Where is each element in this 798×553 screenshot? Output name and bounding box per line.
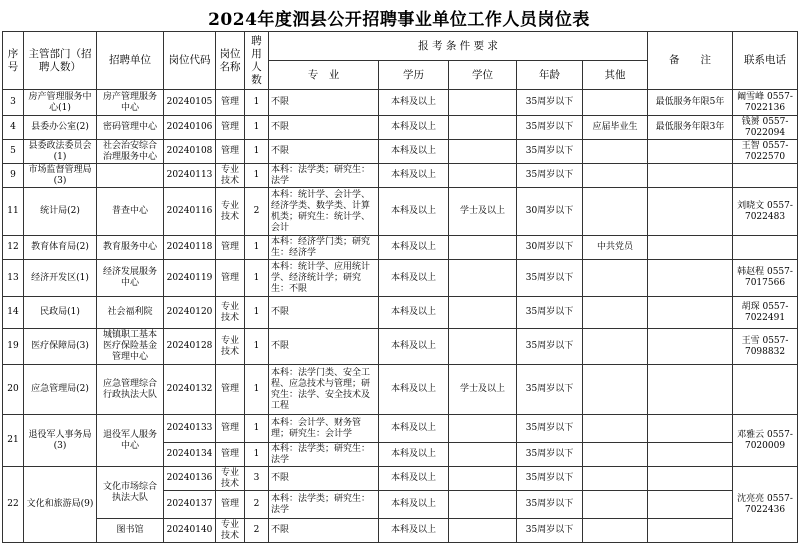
dept-cell: 房产管理服务中心(1) <box>24 90 97 116</box>
edu-cell: 本科及以上 <box>379 365 449 415</box>
major-cell: 不限 <box>269 297 379 329</box>
seq-cell: 5 <box>3 140 24 164</box>
degree-cell: 学士及以上 <box>449 188 517 236</box>
dept-cell: 应急管理局(2) <box>24 365 97 415</box>
other-cell: 中共党员 <box>583 236 648 260</box>
header-num: 聘用人数 <box>245 32 269 90</box>
major-cell: 不限 <box>269 329 379 365</box>
post-cell: 管理 <box>216 415 245 443</box>
edu-cell: 本科及以上 <box>379 329 449 365</box>
degree-cell <box>449 116 517 140</box>
other-cell <box>583 467 648 491</box>
table-row <box>3 297 798 329</box>
seq-cell: 14 <box>3 297 24 329</box>
age-cell: 35周岁以下 <box>517 365 583 415</box>
dept-cell: 市场监督管理局(3) <box>24 164 97 188</box>
num-cell: 2 <box>245 491 269 519</box>
post-cell: 管理 <box>216 365 245 415</box>
phone-cell: 刘晓文 0557-7022483 <box>733 188 798 236</box>
major-cell: 本科：法学类；研究生：法学 <box>269 443 379 467</box>
table-row <box>3 116 798 140</box>
major-cell: 本科：法学类；研究生：法学 <box>269 164 379 188</box>
major-cell: 不限 <box>269 467 379 491</box>
table-row <box>3 188 798 236</box>
age-cell: 35周岁以下 <box>517 90 583 116</box>
edu-cell: 本科及以上 <box>379 519 449 543</box>
code-cell: 20240128 <box>164 329 216 365</box>
degree-cell: 学士及以上 <box>449 365 517 415</box>
post-cell: 管理 <box>216 116 245 140</box>
unit-cell: 应急管理综合行政执法大队 <box>97 365 164 415</box>
table-row <box>3 140 798 164</box>
age-cell: 30周岁以下 <box>517 188 583 236</box>
post-cell: 专业技术 <box>216 467 245 491</box>
code-cell: 20240113 <box>164 164 216 188</box>
code-cell: 20240106 <box>164 116 216 140</box>
note-cell <box>648 467 733 491</box>
phone-cell: 钱赟 0557-7022094 <box>733 116 798 140</box>
age-cell: 35周岁以下 <box>517 415 583 443</box>
header-major: 专 业 <box>269 61 379 90</box>
note-cell: 最低服务年限5年 <box>648 90 733 116</box>
age-cell: 30周岁以下 <box>517 236 583 260</box>
dept-cell: 经济开发区(1) <box>24 260 97 297</box>
unit-cell: 图书馆 <box>97 519 164 543</box>
edu-cell: 本科及以上 <box>379 491 449 519</box>
positions-table <box>2 31 798 543</box>
unit-cell: 城镇职工基本医疗保险基金管理中心 <box>97 329 164 365</box>
major-cell: 本科：会计学、财务管理；研究生：会计学 <box>269 415 379 443</box>
edu-cell: 本科及以上 <box>379 260 449 297</box>
code-cell: 20240140 <box>164 519 216 543</box>
age-cell: 35周岁以下 <box>517 140 583 164</box>
num-cell: 2 <box>245 519 269 543</box>
num-cell: 1 <box>245 164 269 188</box>
num-cell: 1 <box>245 260 269 297</box>
age-cell: 35周岁以下 <box>517 467 583 491</box>
major-cell: 不限 <box>269 116 379 140</box>
major-cell: 本科：统计学、应用统计学、经济统计学；研究生：不限 <box>269 260 379 297</box>
degree-cell <box>449 260 517 297</box>
dept-cell: 文化和旅游局(9) <box>24 467 97 543</box>
other-cell: 应届毕业生 <box>583 116 648 140</box>
table-row <box>3 260 798 297</box>
seq-cell: 20 <box>3 365 24 415</box>
seq-cell: 11 <box>3 188 24 236</box>
note-cell <box>648 297 733 329</box>
phone-cell: 阚雪峰 0557-7022136 <box>733 90 798 116</box>
note-cell <box>648 260 733 297</box>
major-cell: 本科：法学门类、安全工程、应急技术与管理；研究生：法学、安全技术及工程 <box>269 365 379 415</box>
unit-cell: 教育服务中心 <box>97 236 164 260</box>
num-cell: 2 <box>245 188 269 236</box>
num-cell: 1 <box>245 365 269 415</box>
degree-cell <box>449 329 517 365</box>
note-cell <box>648 188 733 236</box>
post-cell: 专业技术 <box>216 164 245 188</box>
header-phone: 联系电话 <box>733 32 798 90</box>
table-row <box>3 236 798 260</box>
seq-cell: 4 <box>3 116 24 140</box>
note-cell: 最低服务年限3年 <box>648 116 733 140</box>
code-cell: 20240105 <box>164 90 216 116</box>
other-cell <box>583 491 648 519</box>
phone-cell: 王雪 0557-7098832 <box>733 329 798 365</box>
other-cell <box>583 365 648 415</box>
seq-cell: 19 <box>3 329 24 365</box>
unit-cell: 社会福利院 <box>97 297 164 329</box>
seq-cell: 22 <box>3 467 24 543</box>
post-cell: 管理 <box>216 443 245 467</box>
code-cell: 20240118 <box>164 236 216 260</box>
unit-cell: 密码管理中心 <box>97 116 164 140</box>
page-title: 2024年度泗县公开招聘事业单位工作人员岗位表 <box>208 10 590 30</box>
num-cell: 1 <box>245 329 269 365</box>
header-dept: 主管部门（招聘人数） <box>24 32 97 90</box>
num-cell: 1 <box>245 415 269 443</box>
code-cell: 20240133 <box>164 415 216 443</box>
header-code: 岗位代码 <box>164 32 216 90</box>
age-cell: 35周岁以下 <box>517 443 583 467</box>
header-post: 岗位名称 <box>216 32 245 90</box>
dept-cell: 教育体育局(2) <box>24 236 97 260</box>
major-cell: 本科：统计学、会计学、经济学类、数学类、计算机类；研究生：统计学、会计 <box>269 188 379 236</box>
age-cell: 35周岁以下 <box>517 329 583 365</box>
header-edu: 学历 <box>379 61 449 90</box>
age-cell: 35周岁以下 <box>517 260 583 297</box>
degree-cell <box>449 90 517 116</box>
post-cell: 专业技术 <box>216 519 245 543</box>
num-cell: 1 <box>245 297 269 329</box>
major-cell: 本科：经济学门类；研究生：经济学 <box>269 236 379 260</box>
dept-cell: 退役军人事务局(3) <box>24 415 97 467</box>
code-cell: 20240136 <box>164 467 216 491</box>
note-cell <box>648 329 733 365</box>
table-row <box>3 365 798 415</box>
table-row <box>3 519 798 543</box>
degree-cell <box>449 140 517 164</box>
post-cell: 管理 <box>216 236 245 260</box>
header-row-1 <box>3 32 798 61</box>
code-cell: 20240134 <box>164 443 216 467</box>
num-cell: 1 <box>245 443 269 467</box>
phone-cell: 胡琛 0557-7022491 <box>733 297 798 329</box>
other-cell <box>583 415 648 443</box>
code-cell: 20240116 <box>164 188 216 236</box>
edu-cell: 本科及以上 <box>379 443 449 467</box>
other-cell <box>583 443 648 467</box>
degree-cell <box>449 236 517 260</box>
phone-cell: 王智 0557-7022570 <box>733 140 798 164</box>
phone-cell: 沈亮亮 0557-7022436 <box>733 467 798 543</box>
degree-cell <box>449 491 517 519</box>
note-cell <box>648 519 733 543</box>
edu-cell: 本科及以上 <box>379 188 449 236</box>
unit-cell <box>97 164 164 188</box>
age-cell: 35周岁以下 <box>517 519 583 543</box>
table-row <box>3 415 798 443</box>
unit-cell: 文化市场综合执法大队 <box>97 467 164 519</box>
phone-cell <box>733 164 798 188</box>
degree-cell <box>449 467 517 491</box>
dept-cell: 医疗保障局(3) <box>24 329 97 365</box>
unit-cell: 房产管理服务中心 <box>97 90 164 116</box>
table-row <box>3 164 798 188</box>
degree-cell <box>449 443 517 467</box>
edu-cell: 本科及以上 <box>379 164 449 188</box>
code-cell: 20240120 <box>164 297 216 329</box>
seq-cell: 3 <box>3 90 24 116</box>
num-cell: 3 <box>245 467 269 491</box>
edu-cell: 本科及以上 <box>379 236 449 260</box>
code-cell: 20240119 <box>164 260 216 297</box>
code-cell: 20240132 <box>164 365 216 415</box>
seq-cell: 13 <box>3 260 24 297</box>
table-row <box>3 329 798 365</box>
seq-cell: 21 <box>3 415 24 467</box>
num-cell: 1 <box>245 90 269 116</box>
dept-cell: 县委政法委员会(1) <box>24 140 97 164</box>
header-unit: 招聘单位 <box>97 32 164 90</box>
table-row <box>3 467 798 491</box>
other-cell <box>583 188 648 236</box>
age-cell: 35周岁以下 <box>517 116 583 140</box>
phone-cell <box>733 365 798 415</box>
header-requirements: 报 考 条 件 要 求 <box>269 32 648 61</box>
post-cell: 专业技术 <box>216 329 245 365</box>
phone-cell: 韩赵程 0557-7017566 <box>733 260 798 297</box>
phone-cell: 邓雅云 0557-7020009 <box>733 415 798 467</box>
age-cell: 35周岁以下 <box>517 164 583 188</box>
major-cell: 不限 <box>269 519 379 543</box>
code-cell: 20240108 <box>164 140 216 164</box>
unit-cell: 社会治安综合治理服务中心 <box>97 140 164 164</box>
seq-cell: 12 <box>3 236 24 260</box>
note-cell <box>648 415 733 443</box>
dept-cell: 民政局(1) <box>24 297 97 329</box>
post-cell: 专业技术 <box>216 188 245 236</box>
note-cell <box>648 443 733 467</box>
post-cell: 专业技术 <box>216 297 245 329</box>
dept-cell: 统计局(2) <box>24 188 97 236</box>
edu-cell: 本科及以上 <box>379 297 449 329</box>
major-cell: 不限 <box>269 140 379 164</box>
degree-cell <box>449 519 517 543</box>
other-cell <box>583 519 648 543</box>
other-cell <box>583 329 648 365</box>
header-degree: 学位 <box>449 61 517 90</box>
note-cell <box>648 491 733 519</box>
post-cell: 管理 <box>216 260 245 297</box>
num-cell: 1 <box>245 140 269 164</box>
age-cell: 35周岁以下 <box>517 297 583 329</box>
unit-cell: 退役军人服务中心 <box>97 415 164 467</box>
note-cell <box>648 140 733 164</box>
unit-cell: 普查中心 <box>97 188 164 236</box>
header-seq: 序号 <box>3 32 24 90</box>
edu-cell: 本科及以上 <box>379 116 449 140</box>
table-row <box>3 90 798 116</box>
header-note: 备 注 <box>648 32 733 90</box>
note-cell <box>648 236 733 260</box>
major-cell: 本科：法学类；研究生：法学 <box>269 491 379 519</box>
header-age: 年龄 <box>517 61 583 90</box>
post-cell: 管理 <box>216 491 245 519</box>
edu-cell: 本科及以上 <box>379 467 449 491</box>
degree-cell <box>449 164 517 188</box>
other-cell <box>583 140 648 164</box>
num-cell: 1 <box>245 116 269 140</box>
unit-cell: 经济发展服务中心 <box>97 260 164 297</box>
seq-cell: 9 <box>3 164 24 188</box>
degree-cell <box>449 297 517 329</box>
other-cell <box>583 164 648 188</box>
edu-cell: 本科及以上 <box>379 140 449 164</box>
header-other: 其他 <box>583 61 648 90</box>
dept-cell: 县委办公室(2) <box>24 116 97 140</box>
phone-cell <box>733 236 798 260</box>
other-cell <box>583 90 648 116</box>
post-cell: 管理 <box>216 140 245 164</box>
edu-cell: 本科及以上 <box>379 415 449 443</box>
age-cell: 35周岁以下 <box>517 491 583 519</box>
edu-cell: 本科及以上 <box>379 90 449 116</box>
other-cell <box>583 297 648 329</box>
other-cell <box>583 260 648 297</box>
post-cell: 管理 <box>216 90 245 116</box>
note-cell <box>648 164 733 188</box>
num-cell: 1 <box>245 236 269 260</box>
note-cell <box>648 365 733 415</box>
code-cell: 20240137 <box>164 491 216 519</box>
degree-cell <box>449 415 517 443</box>
major-cell: 不限 <box>269 90 379 116</box>
